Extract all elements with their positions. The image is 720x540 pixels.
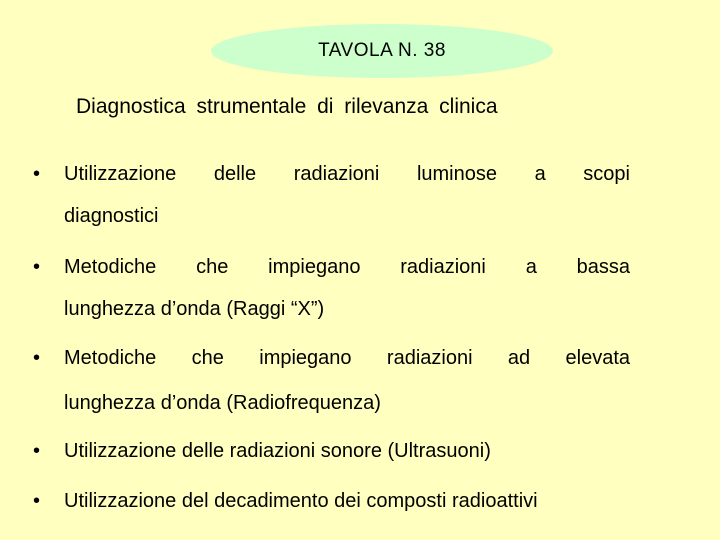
list-item-text-line: Utilizzazione delle radiazioni sonore (Ultrasuoni) <box>64 440 491 462</box>
list-item-text-line: diagnostici <box>64 205 159 227</box>
list-item-text-line: Metodiche che impiegano radiazioni a bassa <box>64 256 630 278</box>
slide-title: TAVOLA N. 38 <box>318 40 446 61</box>
bullet-icon: • <box>33 440 41 462</box>
list-item-text-line: Utilizzazione del decadimento dei composti radioattivi <box>64 490 538 512</box>
bullet-icon: • <box>33 347 41 369</box>
bullet-icon: • <box>33 163 41 185</box>
list-item-text-line: lunghezza d’onda (Radiofrequenza) <box>64 392 381 414</box>
bullet-icon: • <box>33 256 41 278</box>
slide-subtitle: Diagnostica strumentale di rilevanza clinica <box>76 95 498 118</box>
list-item-text-line: lunghezza d’onda (Raggi “X”) <box>64 298 325 320</box>
list-item-text-line: Utilizzazione delle radiazioni luminose a scopi <box>64 163 630 185</box>
bullet-icon: • <box>33 490 41 512</box>
list-item-text-line: Metodiche che impiegano radiazioni ad elevata <box>64 347 630 369</box>
